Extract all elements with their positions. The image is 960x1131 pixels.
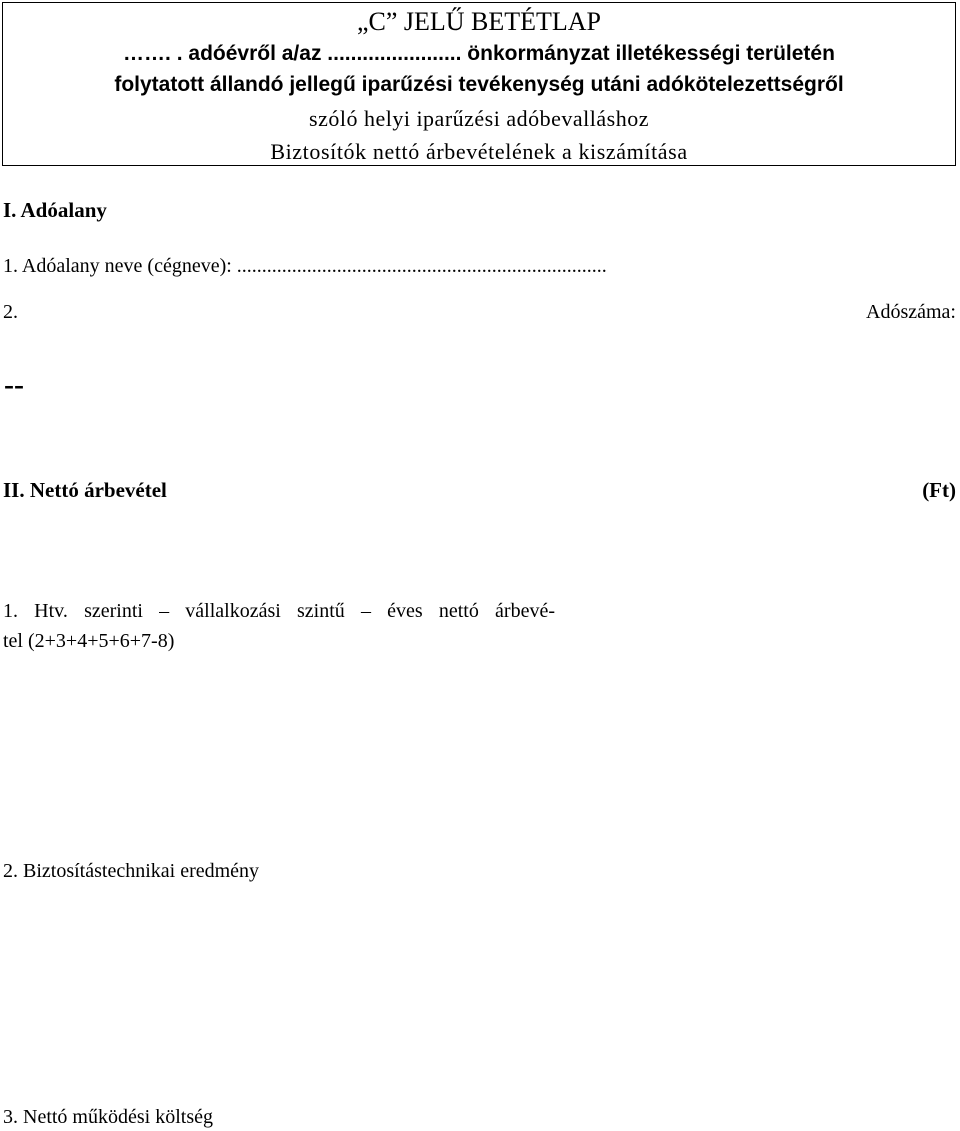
header-line-obligation: folytatott állandó jellegű iparűzési tevékenység utáni adókötelezettségről bbox=[114, 73, 844, 96]
header-line-subject: Biztosítók nettó árbevételének a kiszámítása bbox=[270, 139, 688, 164]
tax-number-index: 2. bbox=[3, 301, 18, 323]
header-box bbox=[2, 2, 956, 166]
section-revenue-heading: II. Nettó árbevétel bbox=[3, 478, 167, 502]
net-operating-cost-label: 3. Nettó működési költség bbox=[3, 1106, 213, 1128]
section-taxpayer-heading: I. Adóalany bbox=[3, 198, 107, 222]
form-title: „C” JELŰ BETÉTLAP bbox=[356, 7, 602, 36]
taxpayer-name-field[interactable]: 1. Adóalany neve (cégneve): .......................................................................... bbox=[3, 255, 607, 277]
currency-unit: (Ft) bbox=[922, 478, 956, 502]
net-revenue-label-line2: tel (2+3+4+5+6+7-8) bbox=[3, 630, 175, 652]
net-revenue-label-line1: 1. Htv. szerinti – vállalkozási szintű – éves nettó árbevé- bbox=[3, 600, 555, 622]
insurance-technical-result-label: 2. Biztosítástechnikai eredmény bbox=[3, 860, 260, 882]
header-line-declaration: szóló helyi iparűzési adóbevalláshoz bbox=[309, 106, 649, 131]
tax-number-label: Adószáma: bbox=[866, 301, 956, 323]
tax-number-field[interactable]: -- bbox=[4, 368, 24, 401]
header-line-tax-year: ……. . adóévről a/az ....................... önkormányzat illetékességi területén bbox=[123, 42, 835, 65]
